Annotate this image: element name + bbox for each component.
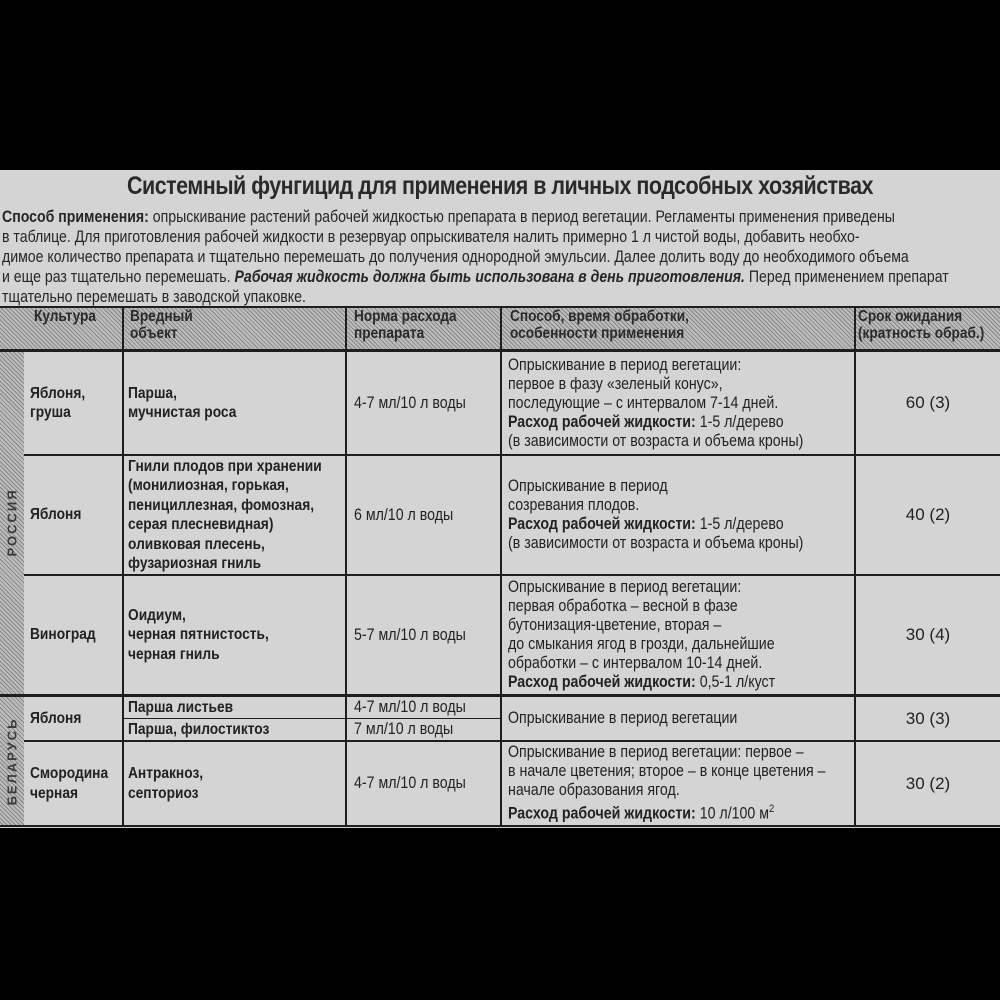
- intro-line-3: димое количество препарата и тщательно перемешать до получения однородной эмульсии. Далее долить воду до необходимого объема: [2, 248, 909, 266]
- table-row-5-pest: Антракноз, септориоз: [128, 765, 204, 802]
- table-row-4-culture: Яблоня: [30, 709, 82, 727]
- intro-line-5: тщательно перемешать в заводской упаковке.: [2, 288, 306, 306]
- table-row-2-pest: Гнили плодов при хранении (монилиозная, горькая, пенициллезная, фомозная, серая плесневидная) оливковая плесень, фузариозная гниль: [128, 457, 322, 572]
- table-row-3-dose: 5-7 мл/10 л воды: [354, 625, 466, 644]
- table-row-3-pest: Оидиум, черная пятнистость, черная гниль: [128, 606, 269, 663]
- region-belarus: БЕЛАРУСЬ: [4, 717, 20, 805]
- table-row-5-culture: Смородина черная: [30, 765, 109, 802]
- table-row-1-dose: 4-7 мл/10 л воды: [354, 393, 466, 412]
- table-row-4b-pest: Парша, филостиктоз: [128, 720, 270, 738]
- table-row-4-method: Опрыскивание в период вегетации: [508, 709, 738, 727]
- table-row-1-method: Опрыскивание в период вегетации: первое в фазу «зеленый конус», последующие – с интервалом 7-14 дней. Расход рабочей жидкости: 1-5 л/дерево (в зависимости от возраста и объема кроны): [508, 355, 804, 450]
- table-row-4a-pest: Парша листьев: [128, 698, 234, 716]
- table-row-4b-dose: 7 мл/10 л воды: [354, 720, 454, 738]
- table-row-2-wait: 40 (2): [905, 505, 951, 524]
- table-row-3-wait: 30 (4): [905, 625, 951, 644]
- table-row-1-culture: Яблоня, груша: [30, 384, 86, 421]
- region-russia: РОССИЯ: [4, 488, 20, 557]
- table-row-1-wait: 60 (3): [905, 393, 951, 412]
- application-table: [0, 306, 1000, 827]
- intro-line-1: Способ применения: опрыскивание растений рабочей жидкостью препарата в период вегетации. Регламенты применения приведены: [2, 208, 895, 226]
- rule: [345, 306, 347, 827]
- header-method: Способ, время обработки, особенности применения: [510, 308, 689, 342]
- table-row-3-culture: Виноград: [30, 626, 96, 644]
- intro-emphasis: Рабочая жидкость должна быть использована в день приготовления.: [234, 268, 745, 286]
- header-dose: Норма расхода препарата: [354, 308, 457, 342]
- document-title: Системный фунгицид для применения в личных подсобных хозяйствах: [127, 172, 873, 200]
- table-row-4a-dose: 4-7 мл/10 л воды: [354, 698, 466, 716]
- table-row-2-dose: 6 мл/10 л воды: [354, 505, 454, 524]
- rule: [122, 306, 124, 827]
- intro-paragraph: [2, 207, 994, 307]
- intro-label: Способ применения:: [2, 208, 149, 226]
- table-row-2-culture: Яблоня: [30, 506, 82, 524]
- table-row-5-wait: 30 (2): [905, 773, 951, 793]
- table-row-4-wait: 30 (3): [905, 708, 951, 728]
- header-wait: Срок ожидания (кратность обраб.): [858, 308, 985, 342]
- table-row-5-method: Опрыскивание в период вегетации: первое – в начале цветения; второе – в конце цветения – начале образования ягод. Расход рабочей жидкости: 10 л/100 $м^2$: [508, 743, 826, 823]
- intro-line-4: и еще раз тщательно перемешать. Рабочая жидкость должна быть использована в день приготовления. Перед применением препарат: [2, 268, 949, 286]
- table-row-1-pest: Парша, мучнистая роса: [128, 384, 237, 421]
- table-row-3-method: Опрыскивание в период вегетации: первая обработка – весной в фазе бутонизация-цветение, вторая – до смыкания ягод в грозди, дальнейшие обработки – с интервалом 10-14 дней. Расход рабочей жидкости: 0,5-1 л/куст: [508, 578, 776, 691]
- header-pest: Вредный объект: [130, 308, 193, 342]
- rule: [500, 306, 502, 827]
- header-culture: Культура: [34, 308, 96, 325]
- table-row-5-dose: 4-7 мл/10 л воды: [354, 774, 466, 792]
- intro-line-2: в таблице. Для приготовления рабочей жидкости в резервуар опрыскивателя налить примерно 1 л чистой воды, добавить необхо-: [2, 228, 860, 246]
- table-row-2-method: Опрыскивание в период созревания плодов. Расход рабочей жидкости: 1-5 л/дерево (в зависимости от возраста и объема кроны): [508, 477, 804, 552]
